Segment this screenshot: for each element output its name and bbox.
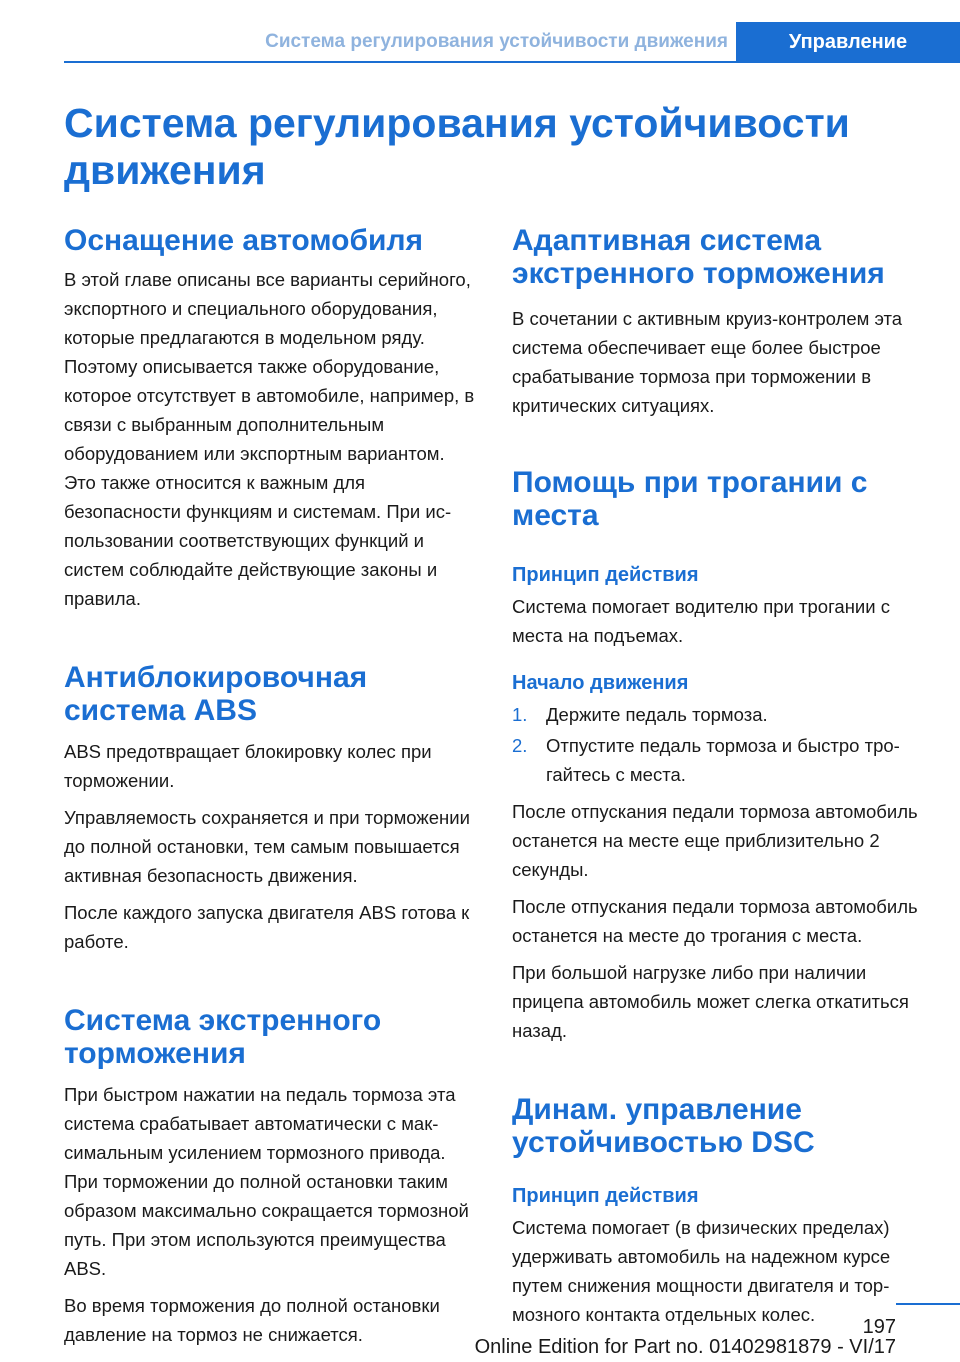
heading-emergency-braking: Система экстренного торможения [64,1004,382,1070]
abs-paragraph-3: После каждого запуска двигателя ABS готова к работе. [64,902,470,952]
page-number: 197 [862,1316,896,1338]
footer-divider [896,1303,960,1305]
heading-dsc: Динам. управление устойчивостью DSC [512,1093,815,1159]
dsc-principle-text: Система помогает (в физических пределах) удерживать автомобиль на надежном курсе путем снижения мощности двигателя и тормозного контакта отдельных колес. [512,1217,891,1325]
subheading-dsc-principle: Принцип действия [512,1185,699,1207]
heading-abs: Антиблокировочная система ABS [64,661,368,727]
after-release-paragraph-1: После отпускания педали тормоза автомобиль останется на месте еще приблизительно 2 секунды. [512,801,918,880]
emergency-paragraph-2: Во время торможения до полной остановки давление на тормоз не снижается. [64,1295,440,1345]
subheading-hill-principle: Принцип действия [512,564,699,586]
step-number: 1. [512,704,528,725]
heading-equipment: Оснащение автомобиля [64,224,424,257]
heading-hill-start: Помощь при трогании с места [512,466,868,532]
emergency-paragraph-1: При быстром нажатии на педаль тормоза эта система срабатывает автоматически с максимальным усилением тормозного привода. При торможении до полной остановки таким образом максимально сокращается тормозной путь. При этом используются преимущества ABS. [64,1084,469,1279]
after-release-paragraph-2: После отпускания педали тормоза автомобиль останется на месте до трогания с места. [512,896,918,946]
abs-paragraph-1: ABS предотвращает блокировку колес при торможении. [64,741,432,791]
subheading-start-driving: Начало движения [512,672,689,694]
header-section-title: Система регулирования устойчивости движения [265,31,728,52]
header-chapter-tab: Управление [736,22,960,62]
header-divider [64,61,960,63]
left-column [64,224,478,1349]
hill-principle-text: Система помогает водителю при трогании с места на подъемах. [512,596,890,646]
step-text: Держите педаль тормоза. [546,704,768,725]
step-text: Отпустите педаль тормоза и быстро трогайтесь с места. [546,735,900,785]
adaptive-text: В сочетании с активным круиз-контролем эта система обеспечивает еще более быстрое срабатывание тормоза при торможении в критических ситуациях. [512,308,903,416]
page-header [64,22,960,62]
start-steps-list [512,700,932,789]
step-number: 2. [512,735,528,756]
list-item [512,731,932,789]
equipment-text: В этой главе описаны все варианты серийного, экспортного и специального оборудования, которые предлагаются в модельном ряду. Поэтому описывается также оборудование, которое отсутствует в автомобиле, например, в связи с выбранным дополнительным оборудованием или экспортным вариантом. Это также относится к важным для безопасности функциям и системам. При использовании соответствующих функций и систем соблюдайте действующие законы и правила. [64,269,475,609]
list-item [512,700,932,729]
heading-adaptive-braking: Адаптивная система экстренного торможения [512,224,885,290]
page-title: Система регулирования устойчивости движения [64,100,850,193]
after-release-paragraph-3: При большой нагрузке либо при наличии прицепа автомобиль может слегка откатиться назад. [512,962,909,1041]
abs-paragraph-2: Управляемость сохраняется и при торможении до полной остановки, тем самым повышается активная безопасность движения. [64,807,470,886]
footer-edition: Online Edition for Part no. 01402981879 - VI/17 [474,1336,896,1358]
right-column [512,224,932,1329]
